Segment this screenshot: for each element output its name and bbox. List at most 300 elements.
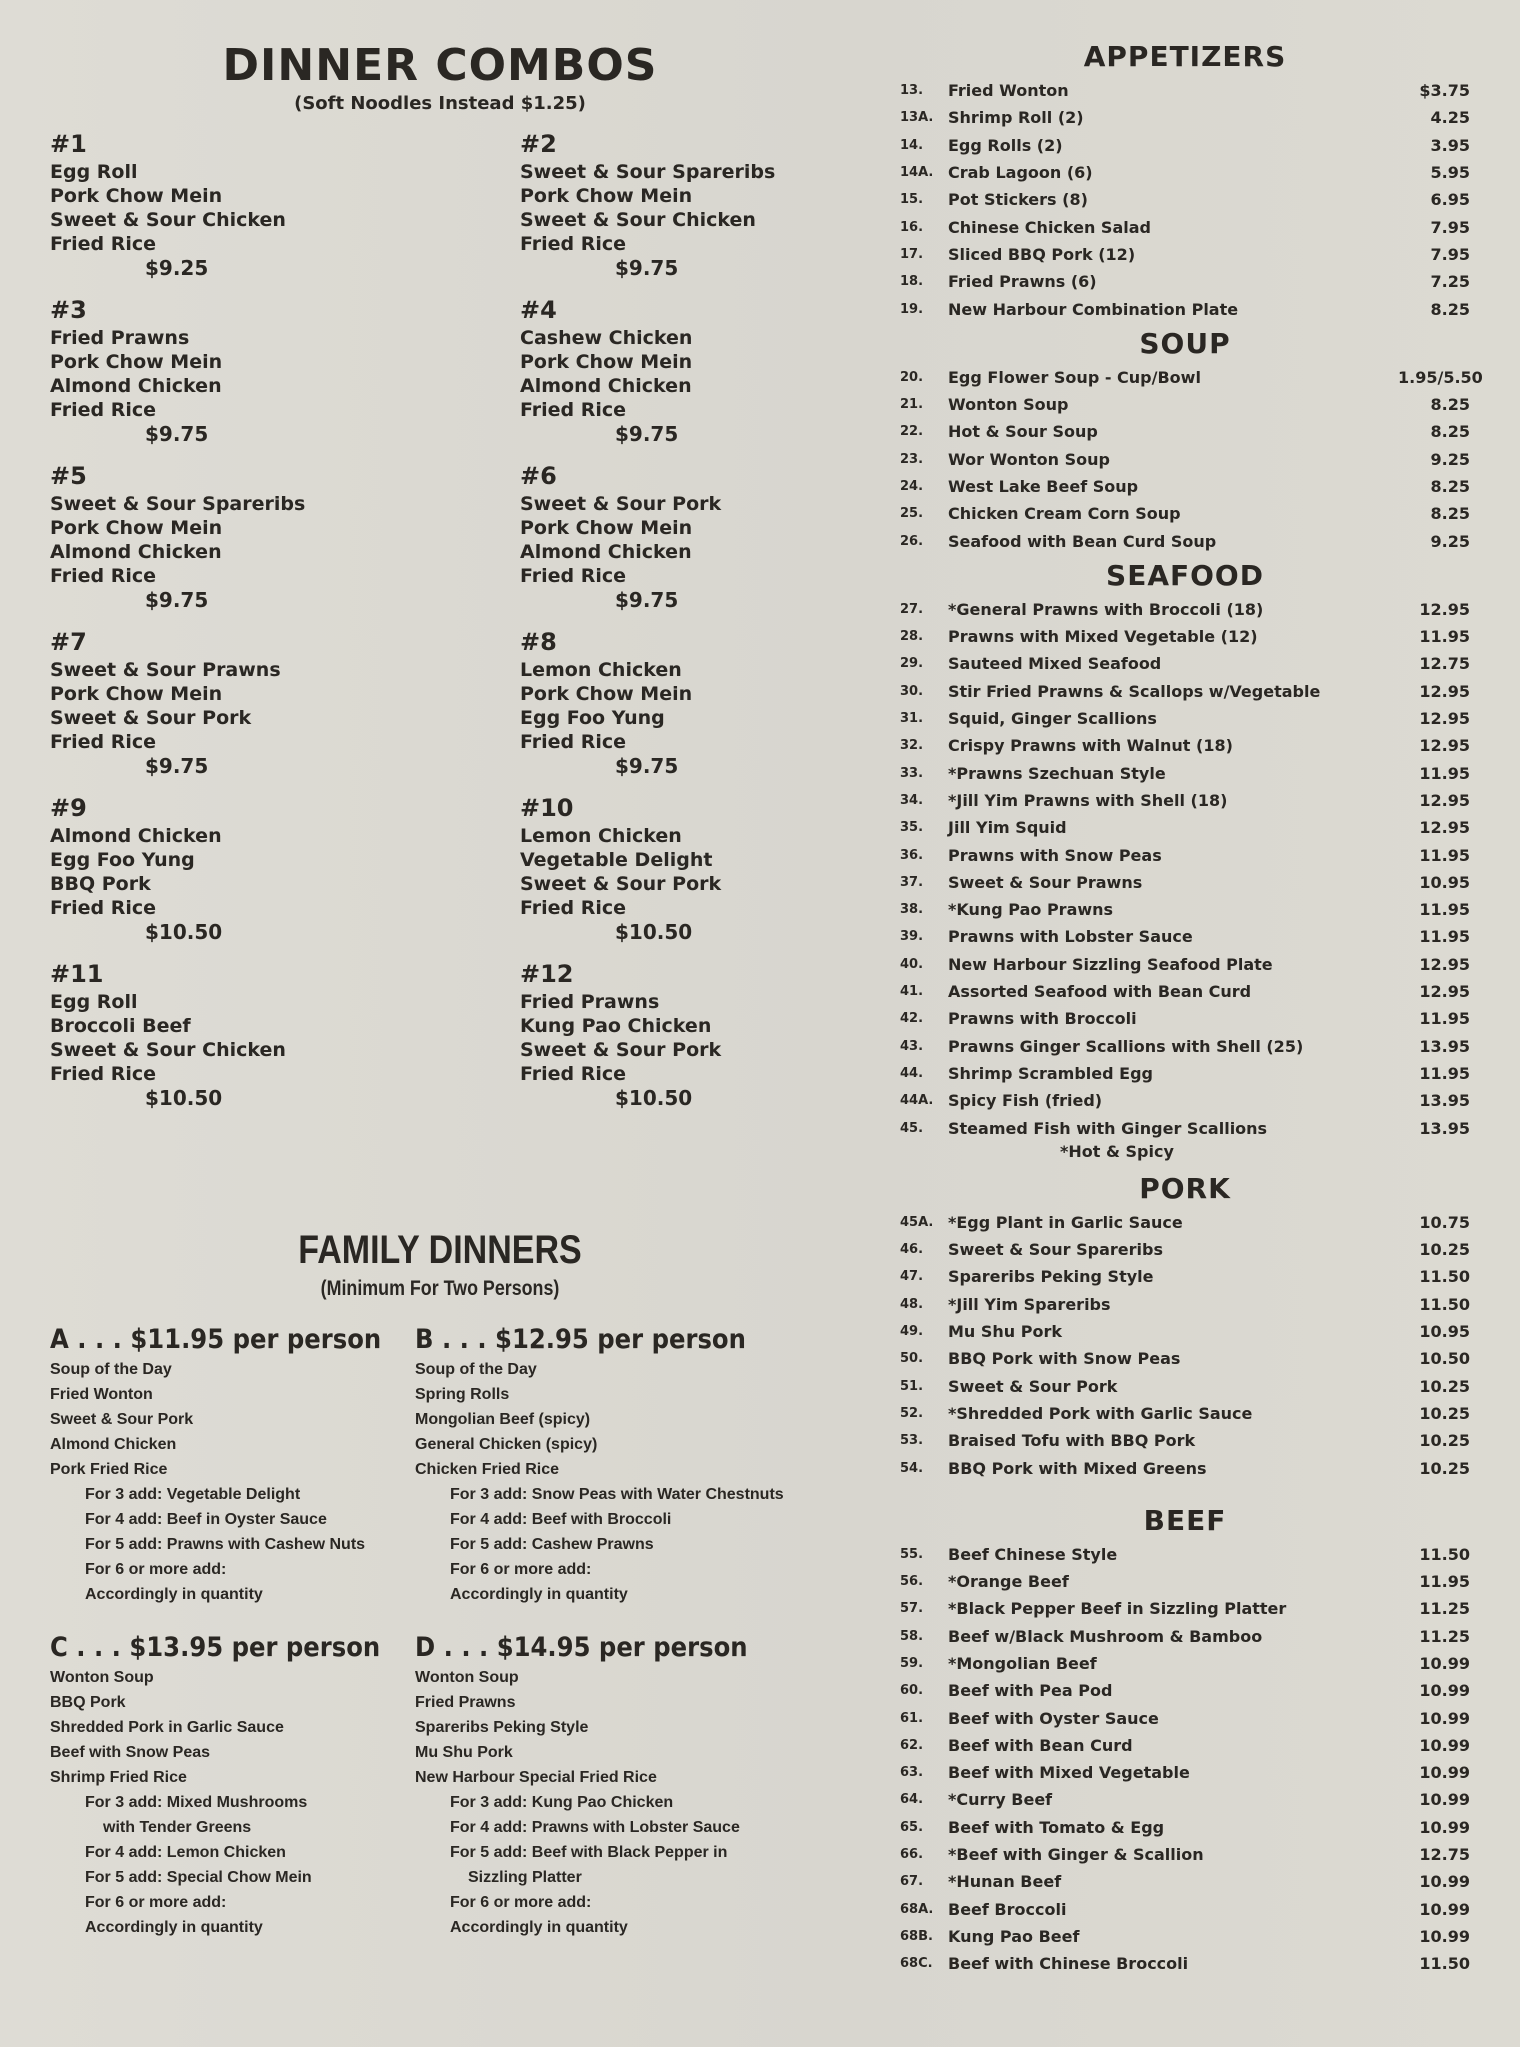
menu-item-row (900, 77, 1470, 104)
combo-dish: Fried Rice (520, 233, 627, 255)
dinner-combos-grid (50, 128, 840, 1110)
combo-dish: Sweet & Sour Pork (50, 707, 252, 729)
item-name: Spicy Fish (fried) (948, 1091, 1103, 1111)
family-dinner-line: Chicken Fried Rice (415, 1461, 560, 1478)
item-number: 63. (900, 1765, 924, 1781)
item-name: Steamed Fish with Ginger Scallions (948, 1118, 1268, 1138)
menu-item-row (900, 1291, 1470, 1318)
menu-item-row (900, 923, 1470, 950)
family-dinner-line: Accordingly in quantity (450, 1919, 628, 1936)
item-name: New Harbour Sizzling Seafood Plate (948, 954, 1273, 974)
item-price: 9.25 (1430, 449, 1470, 469)
menu-item-row (900, 1454, 1470, 1481)
combo-dish: Sweet & Sour Chicken (50, 1039, 286, 1061)
combo-dish: Fried Rice (50, 897, 157, 919)
menu-item-row (900, 705, 1470, 732)
item-price: 11.50 (1419, 1544, 1470, 1564)
family-dinner-line: Wonton Soup (50, 1669, 154, 1686)
item-number: 25. (900, 506, 924, 522)
section-title: BEEF (1143, 1503, 1227, 1537)
combo-number: #10 (520, 794, 574, 822)
menu-item-row (900, 500, 1470, 527)
dinner-combos-subtitle: (Soft Noodles Instead $1.25) (294, 93, 586, 114)
menu-item-row (900, 896, 1470, 923)
family-dinner-line: Soup of the Day (50, 1361, 172, 1378)
item-price: 10.95 (1419, 1322, 1470, 1342)
item-price: 11.95 (1419, 900, 1470, 920)
menu-item-row (900, 295, 1470, 322)
combo-item (520, 792, 820, 944)
combo-dish: Almond Chicken (520, 541, 692, 563)
item-price: 6.95 (1430, 190, 1470, 210)
menu-item-row (900, 1786, 1470, 1813)
menu-item-row (900, 186, 1470, 213)
family-dinner-line: Shredded Pork in Garlic Sauce (50, 1719, 284, 1736)
item-price: 10.99 (1419, 1790, 1470, 1810)
item-number: 41. (900, 984, 924, 1000)
combo-price: $9.75 (145, 754, 209, 778)
menu-item-row (900, 1005, 1470, 1032)
item-price: 11.95 (1419, 1572, 1470, 1592)
combo-dish: Fried Rice (520, 731, 627, 753)
item-name: *Black Pepper Beef in Sizzling Platter (948, 1599, 1287, 1619)
combo-dish: BBQ Pork (50, 873, 151, 895)
item-number: 18. (900, 274, 924, 290)
combo-dish: Fried Rice (520, 897, 627, 919)
family-dinner-item (415, 1323, 820, 1607)
family-dinner-line: New Harbour Special Fried Rice (415, 1769, 657, 1786)
menu-item-row (900, 1568, 1470, 1595)
combo-dish: Cashew Chicken (520, 327, 693, 349)
menu-item-row (900, 1677, 1470, 1704)
item-name: *Hunan Beef (948, 1872, 1062, 1892)
family-dinner-line: Almond Chicken (50, 1436, 177, 1453)
menu-item-row (900, 1372, 1470, 1399)
item-number: 49. (900, 1324, 924, 1340)
family-dinner-line: For 4 add: Beef in Oyster Sauce (85, 1511, 327, 1528)
item-price: $3.75 (1419, 81, 1470, 101)
combo-dish: Sweet & Sour Pork (520, 873, 722, 895)
menu-item-row (900, 1400, 1470, 1427)
menu-item-row (900, 527, 1470, 554)
family-dinner-line: Beef with Snow Peas (50, 1744, 211, 1761)
combo-item (50, 626, 520, 778)
item-price: 10.75 (1419, 1212, 1470, 1232)
family-dinner-line: For 6 or more add: (450, 1561, 592, 1578)
item-name: Prawns Ginger Scallions with Shell (25) (948, 1036, 1304, 1056)
item-price: 11.50 (1419, 1954, 1470, 1974)
family-dinner-line: Mu Shu Pork (415, 1744, 513, 1761)
combo-item (50, 958, 520, 1110)
combo-dish: Pork Chow Mein (520, 517, 693, 539)
combo-dish: Almond Chicken (50, 375, 222, 397)
combo-item (520, 128, 820, 280)
item-number: 50. (900, 1351, 924, 1367)
item-number: 22. (900, 424, 924, 440)
item-name: *General Prawns with Broccoli (18) (948, 599, 1264, 619)
item-price: 10.25 (1419, 1458, 1470, 1478)
item-price: 10.50 (1419, 1349, 1470, 1369)
family-dinner-line: Mongolian Beef (spicy) (415, 1411, 591, 1428)
item-name: Fried Prawns (6) (948, 272, 1097, 292)
item-price: 13.95 (1419, 1091, 1470, 1111)
item-name: Seafood with Bean Curd Soup (948, 531, 1217, 551)
combo-item (520, 294, 820, 446)
combo-dish: Fried Prawns (520, 991, 660, 1013)
item-price: 3.95 (1430, 135, 1470, 155)
menu-item-row (900, 364, 1483, 391)
family-dinners-grid (50, 1323, 840, 1940)
item-number: 13. (900, 83, 924, 99)
combo-dish: Pork Chow Mein (520, 185, 693, 207)
menu-item-row (900, 1541, 1470, 1568)
item-number: 13A. (900, 110, 934, 126)
item-number: 15. (900, 192, 924, 208)
dinner-combos-title: DINNER COMBOS (222, 40, 658, 91)
item-name: *Shredded Pork with Garlic Sauce (948, 1403, 1253, 1423)
combo-number: #1 (50, 130, 87, 158)
item-name: *Beef with Ginger & Scallion (948, 1845, 1204, 1865)
combo-dish: Fried Rice (520, 565, 627, 587)
item-price: 10.25 (1419, 1376, 1470, 1396)
item-number: 47. (900, 1269, 924, 1285)
section-title: SOUP (1139, 326, 1231, 360)
item-number: 58. (900, 1628, 924, 1644)
combo-dish: Sweet & Sour Prawns (50, 659, 281, 681)
combo-dish: Lemon Chicken (520, 825, 682, 847)
menu-item-row (900, 1704, 1470, 1731)
combo-dish: Fried Rice (520, 1063, 627, 1085)
family-dinners-subtitle: (Minimum For Two Persons) (320, 1277, 560, 1300)
item-price: 8.25 (1430, 422, 1470, 442)
combo-number: #12 (520, 960, 574, 988)
item-number: 67. (900, 1874, 924, 1890)
combo-dish: Egg Foo Yung (50, 849, 195, 871)
family-dinner-line: Sizzling Platter (468, 1869, 582, 1886)
section-title: SEAFOOD (1106, 558, 1264, 592)
item-name: Egg Flower Soup - Cup/Bowl (948, 367, 1201, 387)
menu-item-row (900, 951, 1470, 978)
combo-dish: Egg Foo Yung (520, 707, 665, 729)
item-number: 43. (900, 1038, 924, 1054)
item-name: Sweet & Sour Spareribs (948, 1240, 1163, 1260)
item-name: Crispy Prawns with Walnut (18) (948, 736, 1233, 756)
item-number: 34. (900, 792, 924, 808)
item-name: Beef with Tomato & Egg (948, 1817, 1165, 1837)
item-price: 11.25 (1419, 1599, 1470, 1619)
item-number: 21. (900, 397, 924, 413)
menu-item-row (900, 104, 1470, 131)
combo-dish: Fried Rice (520, 399, 627, 421)
combo-price: $10.50 (615, 920, 693, 944)
combo-dish: Broccoli Beef (50, 1015, 191, 1037)
family-dinner-line: Soup of the Day (415, 1361, 537, 1378)
item-price: 11.25 (1419, 1626, 1470, 1646)
menu-item-row (900, 1345, 1470, 1372)
item-price: 7.25 (1430, 272, 1470, 292)
item-name: Egg Rolls (2) (948, 135, 1063, 155)
item-name: Sauteed Mixed Seafood (948, 654, 1162, 674)
family-dinner-line: For 4 add: Lemon Chicken (85, 1844, 286, 1861)
item-name: Kung Pao Beef (948, 1926, 1080, 1946)
menu-item-row (900, 1263, 1470, 1290)
item-price: 1.95/5.50 (1398, 367, 1483, 387)
item-number: 66. (900, 1847, 924, 1863)
menu-item-row (900, 391, 1470, 418)
family-dinner-line: For 6 or more add: (450, 1894, 592, 1911)
item-name: Beef with Bean Curd (948, 1735, 1133, 1755)
menu-item-row (900, 1236, 1470, 1263)
item-price: 12.95 (1419, 709, 1470, 729)
menu-item-row (900, 1759, 1470, 1786)
item-name: Prawns with Mixed Vegetable (12) (948, 627, 1258, 647)
family-dinner-heading: B . . . $12.95 per person (415, 1324, 746, 1355)
family-dinner-line: For 4 add: Beef with Broccoli (450, 1511, 672, 1528)
item-name: Crab Lagoon (6) (948, 163, 1093, 183)
item-name: Sliced BBQ Pork (12) (948, 244, 1136, 264)
section-title: PORK (1139, 1171, 1231, 1205)
item-name: Pot Stickers (8) (948, 190, 1088, 210)
family-dinner-line: For 5 add: Beef with Black Pepper in (450, 1844, 728, 1861)
combo-dish: Sweet & Sour Chicken (50, 209, 286, 231)
item-number: 39. (900, 929, 924, 945)
item-price: 10.99 (1419, 1653, 1470, 1673)
item-number: 62. (900, 1737, 924, 1753)
menu-item-row (900, 159, 1470, 186)
item-name: Beef with Pea Pod (948, 1681, 1113, 1701)
menu-item-row (900, 1814, 1470, 1841)
combo-dish: Almond Chicken (50, 825, 222, 847)
item-name: *Kung Pao Prawns (948, 900, 1114, 920)
item-name: BBQ Pork with Mixed Greens (948, 1458, 1207, 1478)
menu-item-row (900, 1623, 1470, 1650)
menu-item-row (900, 268, 1470, 295)
item-price: 11.95 (1419, 1063, 1470, 1083)
item-number: 24. (900, 479, 924, 494)
item-name: Stir Fried Prawns & Scallops w/Vegetable (948, 681, 1321, 701)
item-name: Shrimp Scrambled Egg (948, 1063, 1153, 1083)
item-number: 35. (900, 820, 924, 836)
item-name: West Lake Beef Soup (948, 477, 1139, 496)
item-number: 59. (900, 1655, 924, 1671)
family-dinner-line: For 3 add: Mixed Mushrooms (85, 1794, 308, 1811)
item-number: 45A. (900, 1214, 934, 1230)
item-number: 68B. (900, 1928, 933, 1944)
family-dinner-line: Fried Prawns (415, 1694, 516, 1711)
menu-item-row (900, 1318, 1470, 1345)
item-name: Hot & Sour Soup (948, 422, 1098, 442)
item-price: 11.95 (1419, 627, 1470, 647)
item-number: 20. (900, 369, 924, 385)
item-number: 28. (900, 629, 924, 645)
combo-price: $9.75 (615, 754, 679, 778)
family-dinner-line: For 5 add: Prawns with Cashew Nuts (85, 1536, 366, 1553)
menu-item-row (900, 1060, 1470, 1087)
item-number: 27. (900, 601, 924, 617)
combo-item (50, 460, 520, 612)
item-price: 8.25 (1430, 395, 1470, 415)
combo-dish: Sweet & Sour Spareribs (50, 493, 306, 515)
item-price: 12.95 (1419, 790, 1470, 810)
item-name: *Mongolian Beef (948, 1653, 1097, 1673)
item-price: 10.25 (1419, 1403, 1470, 1423)
item-number: 45. (900, 1120, 924, 1136)
family-dinner-line: Accordingly in quantity (450, 1586, 628, 1603)
combo-dish: Pork Chow Mein (520, 683, 693, 705)
combo-item (50, 294, 520, 446)
combo-dish: Pork Chow Mein (50, 351, 223, 373)
item-price: 8.25 (1430, 504, 1470, 524)
combo-price: $9.25 (145, 256, 209, 280)
item-number: 60. (900, 1683, 924, 1699)
item-price: 11.50 (1419, 1294, 1470, 1314)
item-number: 32. (900, 738, 924, 754)
combo-dish: Pork Chow Mein (50, 517, 223, 539)
item-name: Prawns with Lobster Sauce (948, 927, 1193, 947)
menu-item-row (900, 596, 1470, 623)
item-price: 12.95 (1419, 599, 1470, 619)
menu-item-row (900, 1427, 1470, 1454)
item-number: 68C. (900, 1956, 933, 1972)
item-number: 30. (900, 683, 924, 699)
family-dinner-line: Spring Rolls (415, 1386, 510, 1403)
item-number: 68A. (900, 1901, 934, 1917)
item-number: 23. (900, 451, 924, 467)
combo-dish: Almond Chicken (520, 375, 692, 397)
right-column (900, 40, 1483, 2020)
item-number: 44. (900, 1065, 924, 1081)
item-price: 11.50 (1419, 1267, 1470, 1287)
combo-dish: Egg Roll (50, 991, 138, 1013)
item-price: 10.99 (1419, 1763, 1470, 1783)
item-number: 38. (900, 902, 924, 918)
menu-item-row (900, 978, 1470, 1005)
item-number: 46. (900, 1242, 924, 1258)
combo-dish: Sweet & Sour Pork (520, 1039, 722, 1061)
item-price: 12.75 (1419, 654, 1470, 674)
item-price: 12.95 (1419, 681, 1470, 701)
combo-price: $10.50 (145, 1086, 223, 1110)
item-name: Beef Broccoli (948, 1899, 1067, 1919)
item-price: 11.95 (1419, 1009, 1470, 1029)
item-name: *Curry Beef (948, 1790, 1053, 1810)
menu-item-row (900, 1033, 1470, 1060)
combo-dish: Fried Rice (50, 399, 157, 421)
combo-dish: Kung Pao Chicken (520, 1015, 712, 1037)
item-number: 64. (900, 1792, 924, 1808)
item-name: Beef Chinese Style (948, 1544, 1118, 1564)
item-price: 10.99 (1419, 1708, 1470, 1728)
item-name: Fried Wonton (948, 81, 1069, 101)
combo-dish: Fried Prawns (50, 327, 190, 349)
family-dinner-line: For 6 or more add: (85, 1894, 227, 1911)
item-name: Mu Shu Pork (948, 1322, 1063, 1342)
item-name: Assorted Seafood with Bean Curd (948, 982, 1252, 1002)
menu-item-row (900, 732, 1470, 759)
family-dinner-line: For 3 add: Kung Pao Chicken (450, 1794, 674, 1811)
item-price: 10.95 (1419, 872, 1470, 892)
combo-dish: Fried Rice (50, 233, 157, 255)
item-name: Wor Wonton Soup (948, 449, 1110, 469)
item-price: 7.95 (1430, 217, 1470, 237)
item-name: BBQ Pork with Snow Peas (948, 1349, 1181, 1369)
family-dinner-item (50, 1323, 415, 1607)
menu-item-row (900, 841, 1470, 868)
item-price: 12.95 (1419, 982, 1470, 1002)
combo-price: $9.75 (615, 256, 679, 280)
item-name: Wonton Soup (948, 395, 1069, 415)
family-dinner-line: For 3 add: Vegetable Delight (85, 1486, 301, 1503)
combo-number: #4 (520, 296, 557, 324)
family-dinner-line: For 5 add: Cashew Prawns (450, 1536, 654, 1553)
item-name: Beef with Chinese Broccoli (948, 1954, 1189, 1974)
family-dinner-line: Shrimp Fried Rice (50, 1769, 187, 1786)
family-dinner-line: with Tender Greens (103, 1819, 252, 1836)
hot-spicy-note: *Hot & Spicy (1060, 1141, 1174, 1161)
combo-number: #11 (50, 960, 104, 988)
combo-price: $10.50 (615, 1086, 693, 1110)
item-name: *Jill Yim Spareribs (948, 1294, 1111, 1314)
family-dinner-line: Accordingly in quantity (85, 1919, 263, 1936)
item-number: 33. (900, 765, 924, 781)
combo-number: #2 (520, 130, 557, 158)
item-name: *Egg Plant in Garlic Sauce (948, 1212, 1183, 1232)
item-number: 40. (900, 956, 924, 972)
menu-item-row (900, 623, 1470, 650)
item-name: New Harbour Combination Plate (948, 299, 1239, 319)
item-price: 10.99 (1419, 1735, 1470, 1755)
family-dinner-line: For 6 or more add: (85, 1561, 227, 1578)
item-number: 29. (900, 656, 924, 672)
item-price: 10.99 (1419, 1872, 1470, 1892)
item-price: 13.95 (1419, 1118, 1470, 1138)
item-price: 8.25 (1430, 477, 1470, 496)
item-number: 65. (900, 1819, 924, 1835)
family-dinner-line: For 3 add: Snow Peas with Water Chestnuts (450, 1486, 784, 1503)
menu-item-row (900, 1114, 1470, 1141)
menu-item-row (900, 132, 1470, 159)
item-number: 19. (900, 301, 924, 317)
item-number: 14A. (900, 165, 934, 181)
combo-dish: Fried Rice (50, 731, 157, 753)
item-price: 10.25 (1419, 1431, 1470, 1451)
item-price: 10.99 (1419, 1926, 1470, 1946)
combo-item (520, 460, 820, 612)
family-dinner-line: General Chicken (spicy) (415, 1436, 598, 1453)
combo-dish: Pork Chow Mein (50, 185, 223, 207)
menu-item-row (900, 213, 1470, 240)
item-price: 11.95 (1419, 845, 1470, 865)
menu-item-row (900, 1650, 1470, 1677)
item-number: 57. (900, 1601, 924, 1617)
combo-dish: Sweet & Sour Pork (520, 493, 722, 515)
family-dinner-heading: D . . . $14.95 per person (415, 1632, 748, 1663)
combo-item (520, 626, 820, 778)
item-price: 10.99 (1419, 1899, 1470, 1919)
family-dinner-heading: C . . . $13.95 per person (50, 1632, 381, 1663)
item-name: Spareribs Peking Style (948, 1267, 1154, 1287)
family-dinner-line: Sweet & Sour Pork (50, 1411, 194, 1428)
item-number: 55. (900, 1546, 924, 1562)
combo-number: #3 (50, 296, 87, 324)
item-number: 52. (900, 1405, 924, 1421)
item-number: 44A. (900, 1093, 934, 1109)
menu-item-row (900, 814, 1470, 841)
menu-item-row (900, 1732, 1470, 1759)
menu-item-row (900, 1896, 1470, 1923)
menu-item-row (900, 1841, 1470, 1868)
combo-number: #7 (50, 628, 87, 656)
